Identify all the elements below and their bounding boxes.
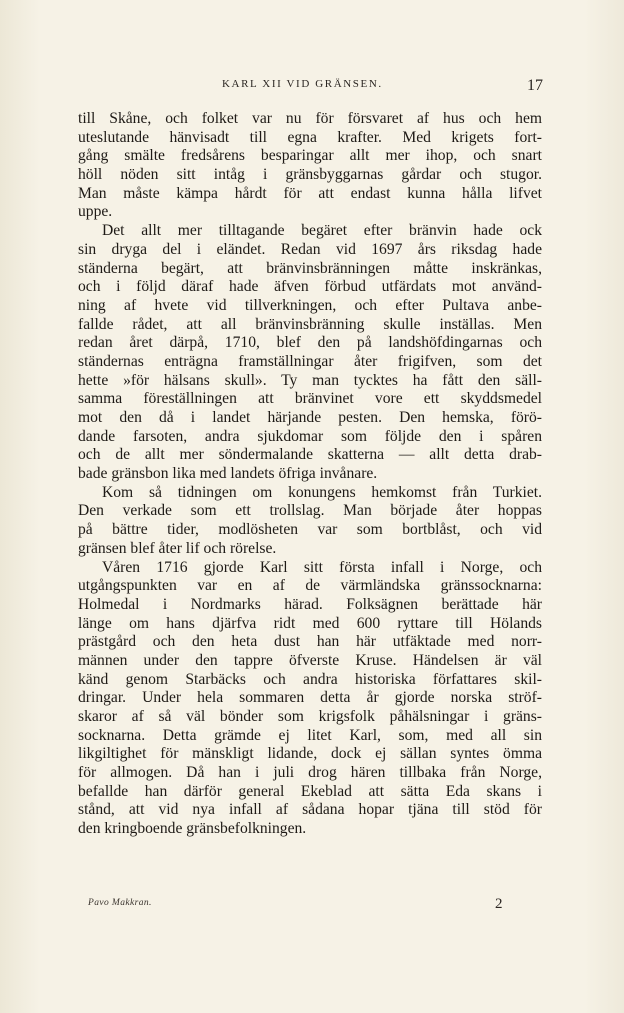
- text-line: på bättre tider, modlösheten var som bortblåst, och vid: [78, 521, 542, 539]
- text-line: Man måste kämpa hårdt för att endast kunna hålla lifvet: [78, 184, 542, 202]
- text-line: känd genom Starbäcks och andra historiska författares skil-: [78, 670, 542, 688]
- text-line: gränsen blef åter lif och rörelse.: [78, 539, 277, 557]
- text-line: länge om hans djärfva ridt med 600 ryttare till Hölands: [78, 614, 542, 632]
- text-line: ständerna begärt, att bränvinsbränningen måtte inskränkas,: [78, 259, 542, 277]
- text-line: fallde rådet, att all bränvinsbränning skulle inställas. Men: [78, 315, 542, 333]
- text-line: för allmogen. Då han i juli drog hären tillbaka från Norge,: [78, 764, 542, 782]
- text-line: dringar. Under hela sommaren detta år gjorde norska ströf-: [78, 689, 542, 707]
- text-line: och i följd däraf hade äfven förbud utfärdats mot använd-: [78, 278, 542, 296]
- text-line: bade gränsbon lika med landets öfriga invånare.: [78, 465, 378, 483]
- footer-author: Pavo Makkran.: [88, 898, 152, 908]
- text-line: prästgård och den heta dust han här utfäktade med norr-: [78, 633, 542, 651]
- text-line: gång smälte fredsårens besparingar allt mer ihop, och snart: [78, 147, 542, 165]
- text-line: befallde han därför general Ekeblad att sätta Eda skans i: [78, 782, 542, 800]
- text-line: dande farsoten, andra sjukdomar som följde den i spåren: [78, 427, 542, 445]
- text-line: Holmedal i Nordmarks härad. Folksägnen berättade här: [78, 595, 542, 613]
- text-line: uteslutande hänvisadt till egna krafter. Med krigets fort-: [78, 128, 542, 146]
- body-text: [78, 110, 542, 839]
- text-line: Den verkade som ett trollslag. Man började åter hoppas: [78, 502, 542, 520]
- running-title: KARL XII VID GRÄNSEN.: [222, 78, 383, 90]
- text-line: Det allt mer tilltagande begäret efter bränvin hade ock: [102, 222, 542, 240]
- text-line: skaror af så väl bönder som krigsfolk påhälsningar i gräns-: [78, 708, 542, 725]
- text-line: och de allt mer söndermalande skatterna — allt detta drab-: [78, 446, 542, 464]
- text-line: redan året därpå, 1710, blef den på landshöfdingarnas och: [78, 334, 542, 352]
- text-line: till Skåne, och folket var nu för försvaret af hus och hem: [78, 110, 542, 127]
- text-line: hette »för hälsans skull». Ty man tycktes ha fått den säll-: [78, 371, 542, 389]
- text-line: höll nöden sitt intåg i gränsbyggarnas gårdar och stugor.: [78, 166, 542, 184]
- text-line: uppe.: [78, 203, 113, 221]
- text-line: socknarna. Detta grämde ej litet Karl, som, med all sin: [78, 726, 542, 744]
- text-line: Våren 1716 gjorde Karl sitt första infall i Norge, och: [102, 558, 542, 576]
- text-line: sin dryga del i eländet. Redan vid 1697 års riksdag hade: [78, 240, 542, 258]
- text-line: ning af hvete vid tillverkningen, och efter Pultava anbe-: [78, 296, 542, 314]
- signature-mark: 2: [495, 896, 503, 912]
- page-number: 17: [527, 77, 543, 94]
- text-line: Kom så tidningen om konungens hemkomst från Turkiet.: [102, 483, 542, 501]
- text-line: den kringboende gränsbefolkningen.: [78, 820, 307, 838]
- text-line: utgångspunkten var en af de värmländska gränssocknarna:: [78, 577, 542, 595]
- text-line: samma föreställningen att bränvinet vore ett skyddsmedel: [78, 390, 542, 408]
- text-line: stånd, att vid nya infall af sådana hopar tjäna till stöd för: [78, 801, 542, 819]
- text-line: likgiltighet för mänskligt lidande, dock ej sällan syntes ömma: [78, 745, 542, 763]
- text-line: ständernas enträgna framställningar åter frigifven, som det: [78, 352, 542, 370]
- text-line: mot den då i landet härjande pesten. Den hemska, förö-: [78, 409, 542, 426]
- text-line: männen under den tappre öfverste Kruse. Händelsen är väl: [78, 651, 542, 669]
